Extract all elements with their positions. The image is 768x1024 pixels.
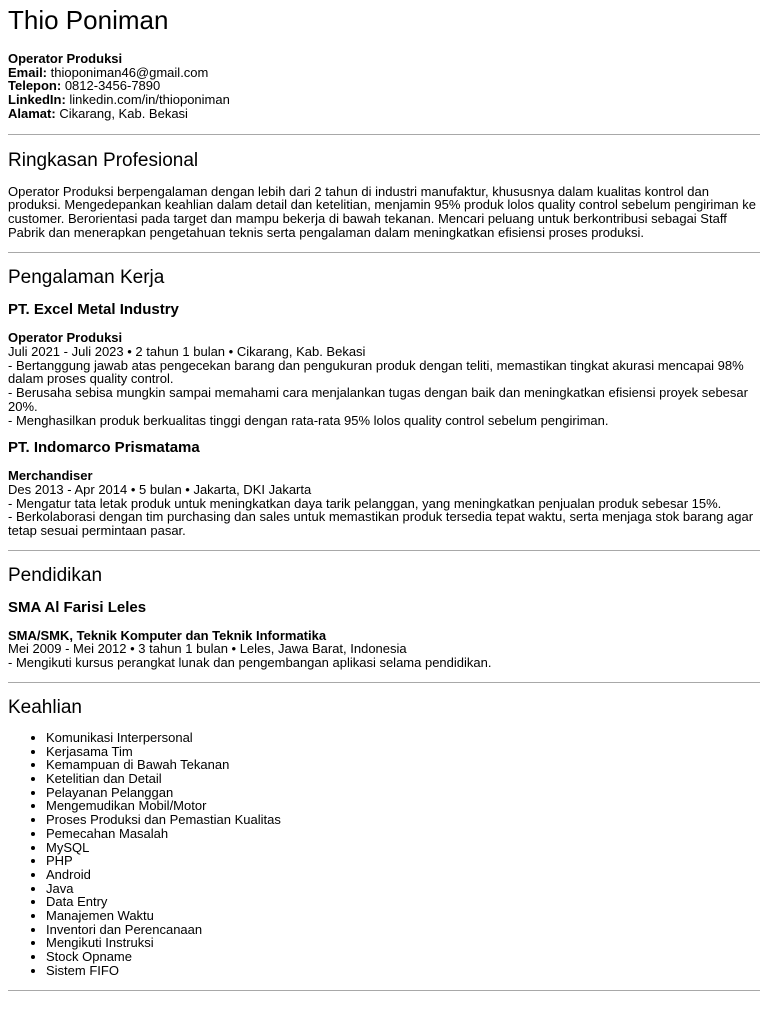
address-label: Alamat: [8, 105, 56, 121]
company-name: PT. Indomarco Prismatama [8, 439, 200, 457]
linkedin-value[interactable]: linkedin.com/in/thioponiman [69, 92, 230, 108]
divider [8, 990, 760, 991]
contact-block [8, 52, 760, 121]
job-bullet: - Bertanggung jawab atas pengecekan barang dan pengukuran produk dengan teliti, memastikan tingkat akurasi mencapai 98% dalam proses quality control. [8, 357, 744, 387]
job-role: Merchandiser [8, 468, 93, 484]
job-meta: Des 2013 - Apr 2014 • 5 bulan • Jakarta, DKI Jakarta [8, 481, 312, 497]
skill-item: • Kemampuan di Bawah Tekanan [46, 758, 760, 772]
skill-item: • Mengikuti Instruksi [46, 936, 760, 950]
experience-heading: Pengalaman Kerja [8, 267, 165, 289]
skills-heading: Keahlian [8, 696, 82, 718]
skill-item: • Android [46, 868, 760, 882]
email-value[interactable]: thioponiman46@gmail.com [50, 64, 209, 80]
summary-text: Operator Produksi berpengalaman dengan lebih dari 2 tahun di industri manufaktur, khususnya dalam kualitas kontrol dan produksi. Mengedepankan keahlian dalam detail dan ketelitian, menjamin 95% produk lolos quality control sebelum pengiriman ke customer. Berorientasi pada target dan mampu bekerja di bawah tekanan. Mencari peluang untuk berkontribusi sebagai Staff Pabrik dan menerapkan pengetahuan teknis serta pengalaman dalam meningkatkan efisiensi proses produksi. [8, 183, 756, 240]
education-note: - Mengikuti kursus perangkat lunak dan pengembangan aplikasi selama pendidikan. [8, 655, 492, 671]
skill-item: • Manajemen Waktu [46, 909, 760, 923]
skill-item: • Inventori dan Perencanaan [46, 923, 760, 937]
skill-item: • Stock Opname [46, 950, 760, 964]
skill-item: • Proses Produksi dan Pemastian Kualitas [46, 813, 760, 827]
linkedin-line [8, 93, 760, 107]
skill-item: • Kerjasama Tim [46, 745, 760, 759]
divider [8, 252, 760, 253]
job-bullet: - Mengatur tata letak produk untuk meningkatkan daya tarik pelanggan, yang meningkatkan penjualan produk sebesar 15%. [8, 495, 722, 511]
skill-item: • Java [46, 882, 760, 896]
company-name: PT. Excel Metal Industry [8, 301, 179, 319]
email-line [8, 66, 760, 80]
divider [8, 550, 760, 551]
skills-list [8, 731, 760, 978]
divider [8, 682, 760, 683]
phone-line [8, 79, 760, 93]
job-role: Operator Produksi [8, 330, 123, 346]
skill-item: • MySQL [46, 841, 760, 855]
skill-item: • Data Entry [46, 895, 760, 909]
skill-item: • Pelayanan Pelanggan [46, 786, 760, 800]
job-bullet: - Berkolaborasi dengan tim purchasing dan sales untuk memastikan produk tersedia tepat waktu, serta menjaga stok barang agar tetap sesuai permintaan pasar. [8, 509, 754, 539]
divider [8, 134, 760, 135]
summary-heading: Ringkasan Profesional [8, 149, 199, 171]
skill-item: • Ketelitian dan Detail [46, 772, 760, 786]
job-bullet: - Menghasilkan produk berkualitas tinggi dengan rata-rata 95% lolos quality control sebelum pengiriman. [8, 412, 609, 428]
linkedin-label: LinkedIn: [8, 92, 66, 108]
candidate-name: Thio Poniman [8, 5, 169, 35]
skill-item: • Sistem FIFO [46, 964, 760, 978]
email-label: Email: [8, 64, 48, 80]
skill-item: • Pemecahan Masalah [46, 827, 760, 841]
education-program: SMA/SMK, Teknik Komputer dan Teknik Informatika [8, 627, 327, 643]
job-meta: Juli 2021 - Juli 2023 • 2 tahun 1 bulan • Cikarang, Kab. Bekasi [8, 344, 366, 360]
skill-item: • PHP [46, 854, 760, 868]
address-line [8, 107, 760, 121]
phone-label: Telepon: [8, 78, 62, 94]
job-title: Operator Produksi [8, 51, 123, 66]
education-heading: Pendidikan [8, 564, 103, 586]
address-value: Cikarang, Kab. Bekasi [59, 105, 188, 121]
skill-item: • Komunikasi Interpersonal [46, 731, 760, 745]
education-meta: Mei 2009 - Mei 2012 • 3 tahun 1 bulan • Leles, Jawa Barat, Indonesia [8, 641, 407, 657]
job-bullet: - Berusaha sebisa mungkin sampai memahami cara menjalankan tugas dengan baik dan meningkatkan efisiensi proyek sebesar 20%. [8, 385, 748, 414]
phone-value: 0812-3456-7890 [64, 78, 161, 94]
skill-item: • Mengemudikan Mobil/Motor [46, 799, 760, 813]
school-name: SMA Al Farisi Leles [8, 598, 147, 616]
